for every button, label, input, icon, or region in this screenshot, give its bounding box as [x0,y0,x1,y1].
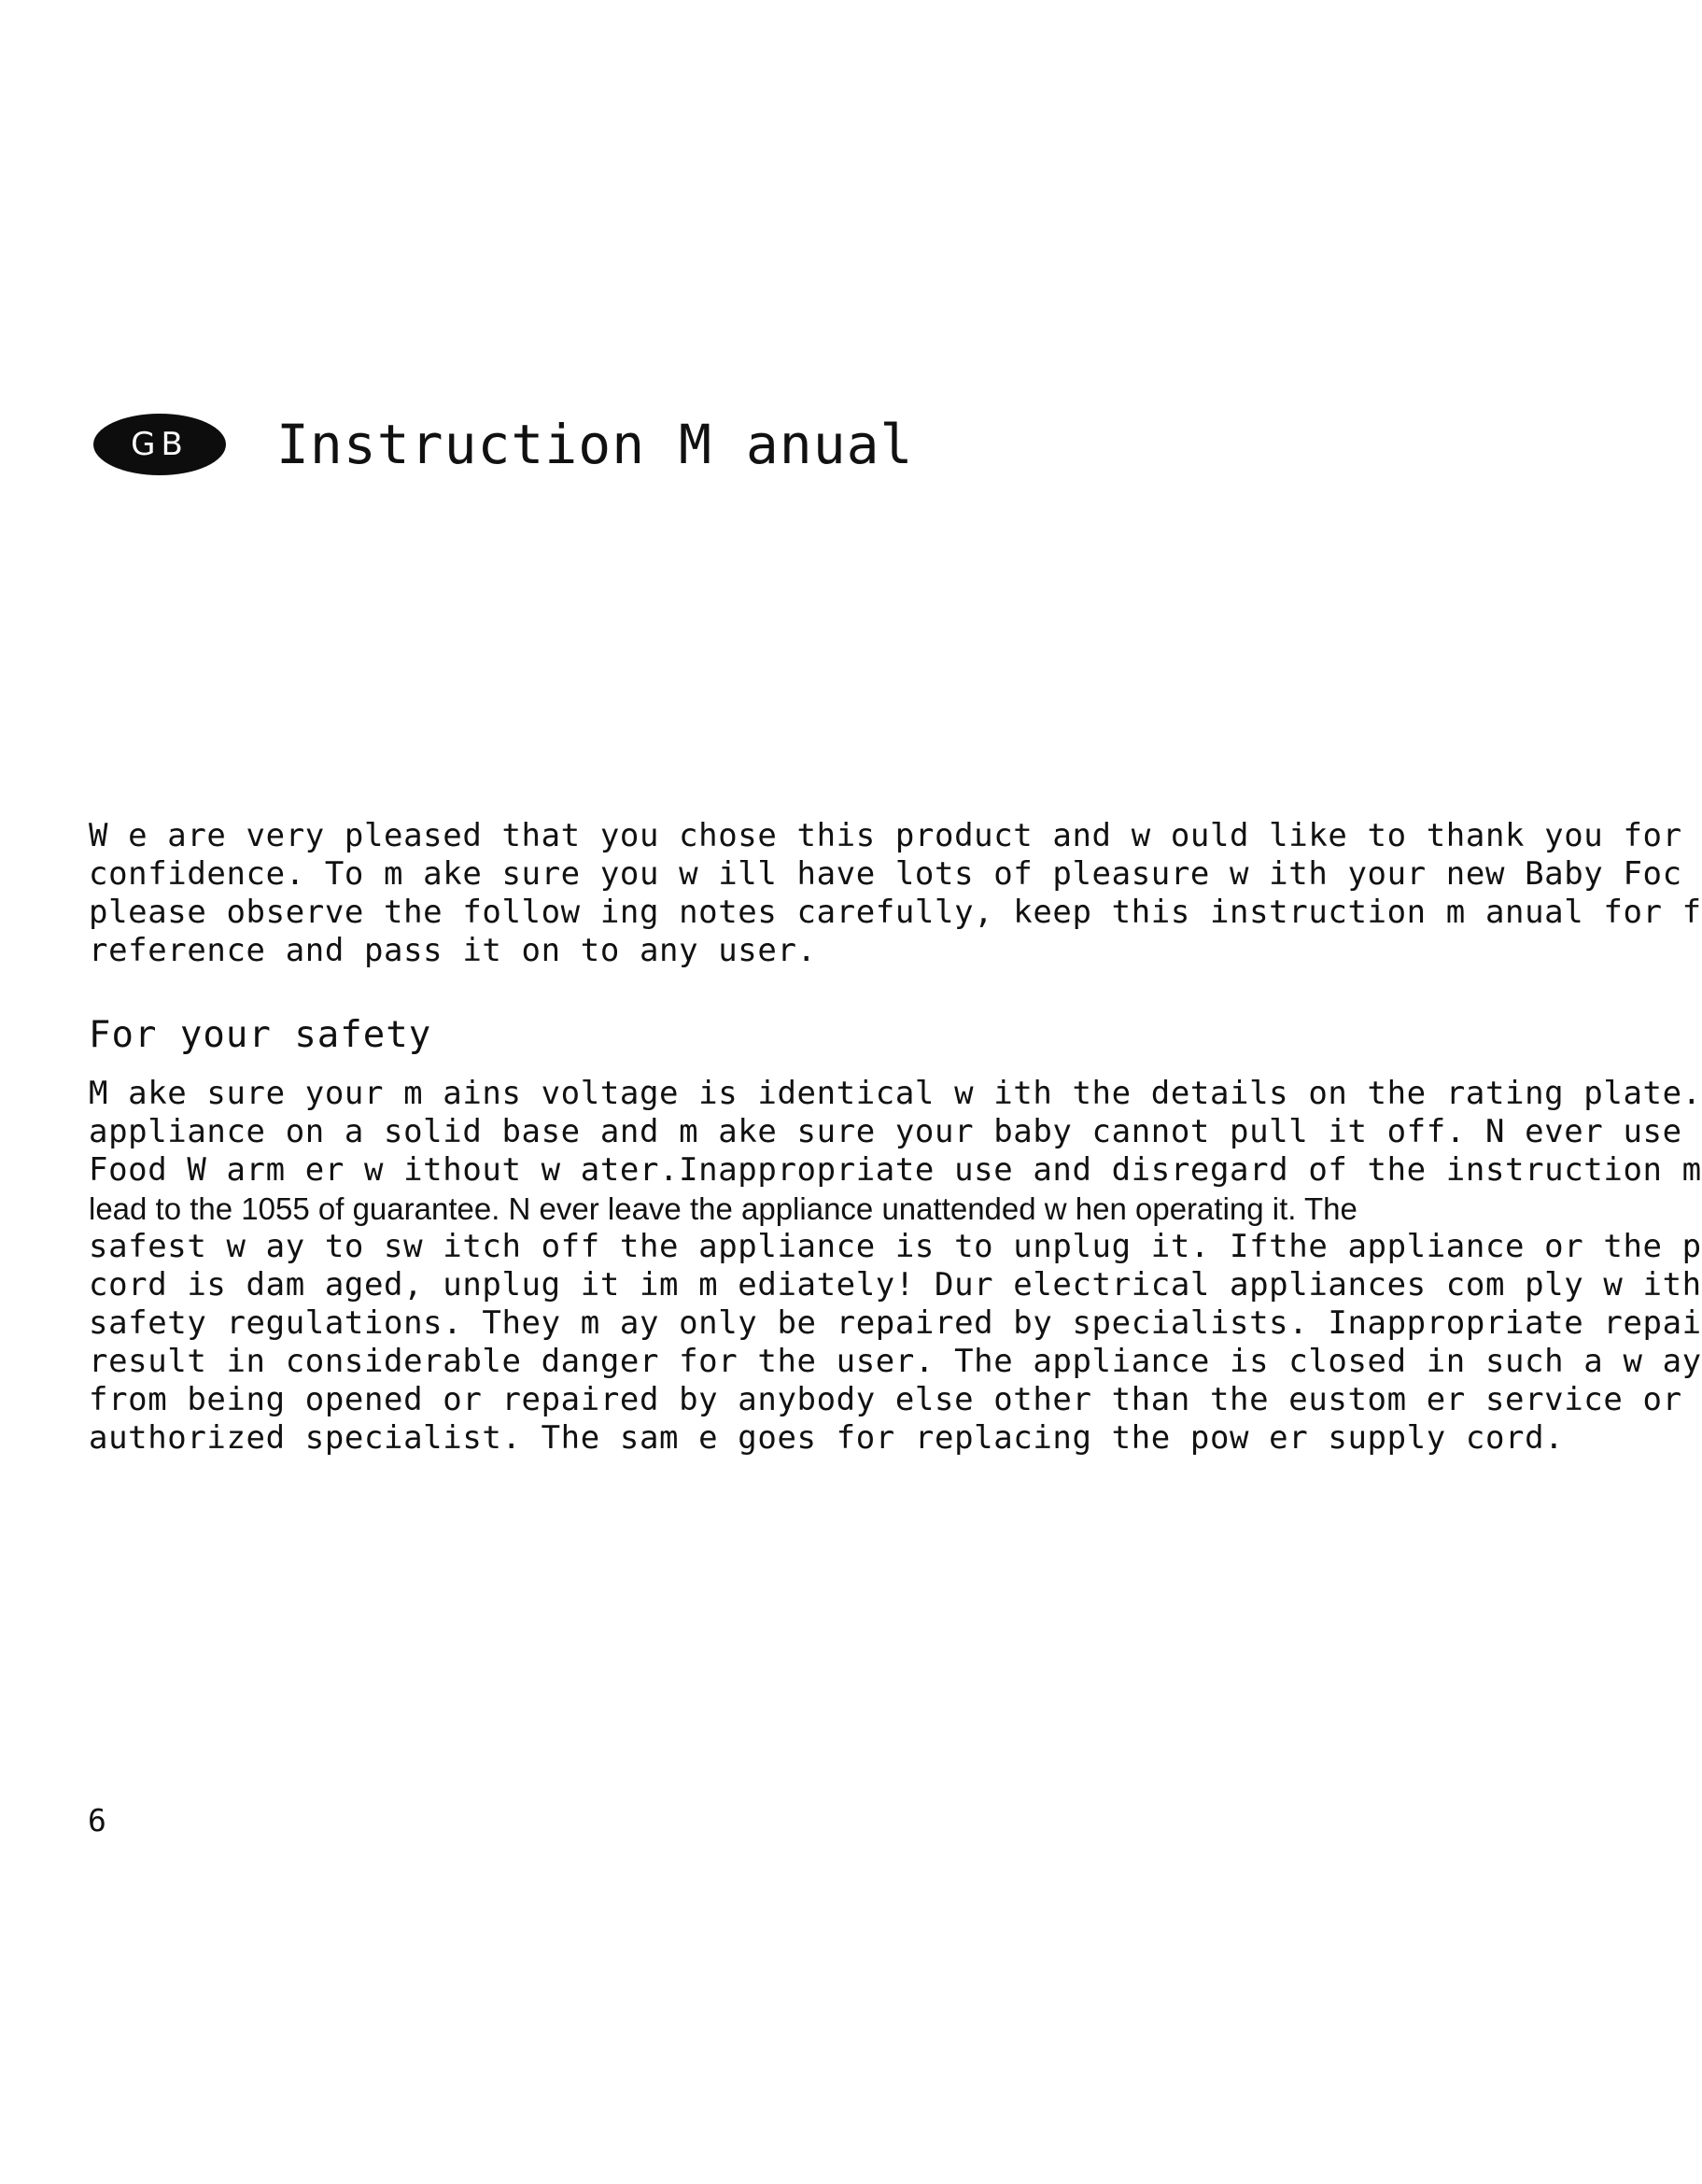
safety-line: result in considerable danger for the user. The appliance is closed in such a w ay [89,1343,1702,1380]
safety-heading: For your safety [89,1014,432,1056]
safety-line: cord is dam aged, unplug it im m ediately! Dur electrical appliances com ply w ith [89,1266,1702,1303]
safety-line: Food W arm er w ithout w ater.Inappropriate use and disregard of the instruction m [89,1151,1702,1189]
safety-line: authorized specialist. The sam e goes for replacing the pow er supply cord. [89,1419,1565,1457]
safety-line: from being opened or repaired by anybody else other than the eustom er service or [89,1381,1682,1418]
safety-paragraph [89,1075,1702,1458]
page-number: 6 [88,1802,106,1839]
intro-line: confidence. To m ake sure you w ill have lots of pleasure w ith your new Baby Foc [89,855,1682,893]
language-badge [93,414,226,475]
safety-line: lead to the 1055 of guarantee. N ever leave the appliance unattended w hen operating it. The [89,1191,1357,1226]
safety-line: safety regulations. They m ay only be repaired by specialists. Inappropriate repai [89,1304,1702,1342]
intro-line: reference and pass it on to any user. [89,932,817,969]
intro-line: W e are very pleased that you chose this product and w ould like to thank you for [89,817,1682,854]
document-title: Instruction M anual [276,413,914,476]
safety-line: appliance on a solid base and m ake sure your baby cannot pull it off. N ever use [89,1113,1682,1150]
language-badge-label: GB [131,426,189,463]
intro-line: please observe the follow ing notes carefully, keep this instruction m anual for f [89,894,1702,931]
safety-line: M ake sure your m ains voltage is identical w ith the details on the rating plate. [89,1075,1702,1112]
intro-paragraph [89,817,1702,970]
safety-line: safest w ay to sw itch off the appliance is to unplug it. Ifthe appliance or the p [89,1228,1702,1265]
